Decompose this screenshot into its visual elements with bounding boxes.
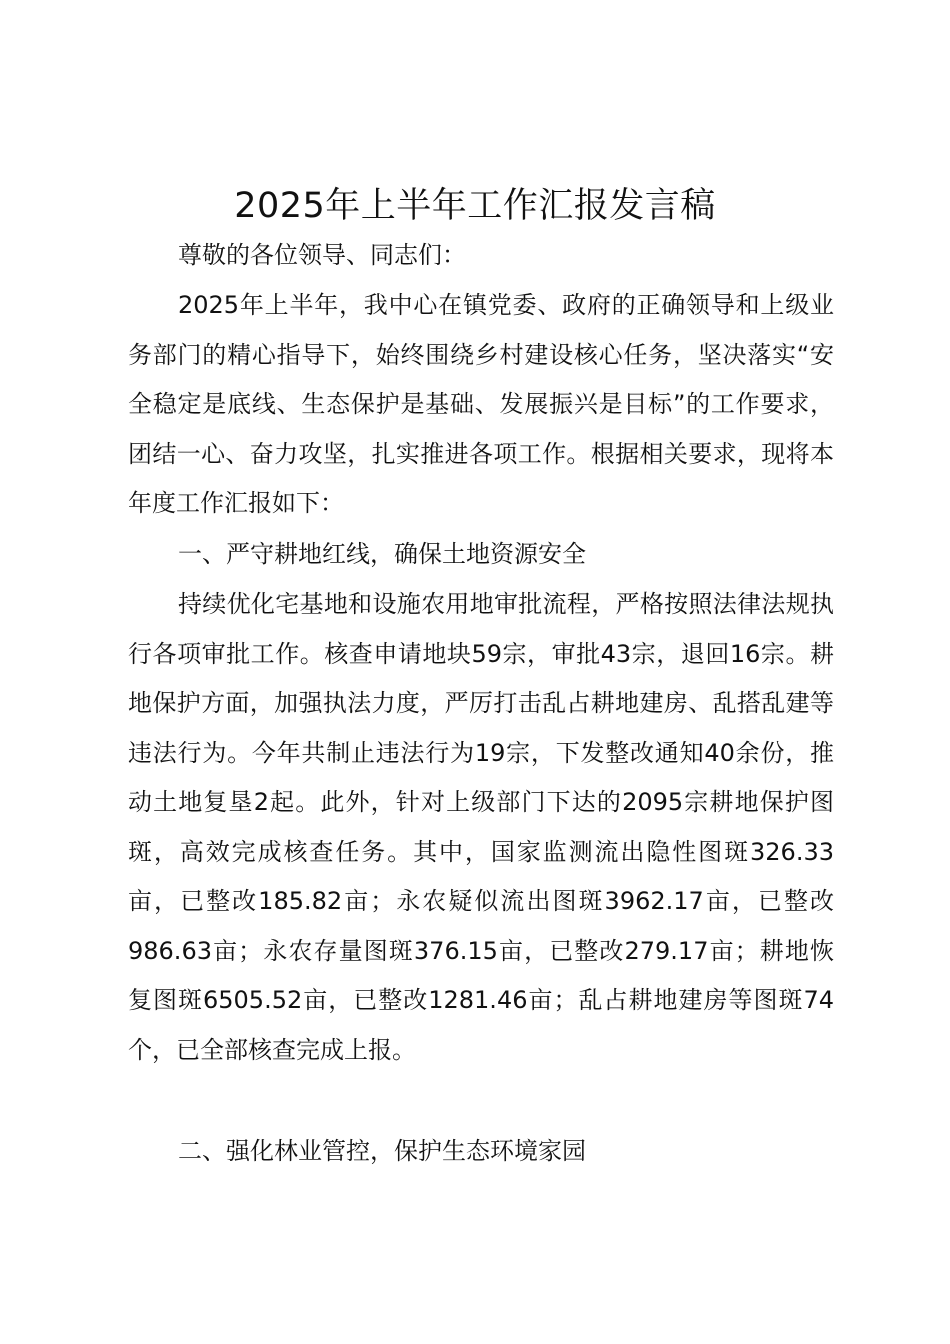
salutation: 尊敬的各位领导、同志们： [178, 241, 466, 269]
section-heading-1: 一、严守耕地红线，确保土地资源安全 [178, 540, 586, 568]
section-heading-2: 二、强化林业管控，保护生态环境家园 [178, 1137, 586, 1165]
section-1-paragraph: 持续优化宅基地和设施农用地审批流程，严格按照法律法规执行各项审批工作。核查申请地块59宗，审批43宗，退回16宗。耕地保护方面，加强执法力度，严厉打击乱占耕地建房、乱搭乱建等违法行为。今年共制止违法行为19宗，下发整改通知40余份，推动土地复垦2起。此外，针对上级部门下达的2095宗耕地保护图斑，高效完成核查任务。其中，国家监测流出隐性图斑326.33亩，已整改185.82亩；永农疑似流出图斑3962.17亩，已整改986.63亩；永农存量图斑376.15亩，已整改279.17亩；耕地恢复图斑6505.52亩，已整改1281.46亩；乱占耕地建房等图斑74个，已全部核查完成上报。 [128, 590, 834, 1064]
document-title: 2025年上半年工作汇报发言稿 [234, 186, 716, 226]
intro-paragraph: 2025年上半年，我中心在镇党委、政府的正确领导和上级业务部门的精心指导下，始终围绕乡村建设核心任务，坚决落实“安全稳定是底线、生态保护是基础、发展振兴是目标”的工作要求，团结一心、奋力攻坚，扎实推进各项工作。根据相关要求，现将本年度工作汇报如下： [128, 291, 834, 517]
